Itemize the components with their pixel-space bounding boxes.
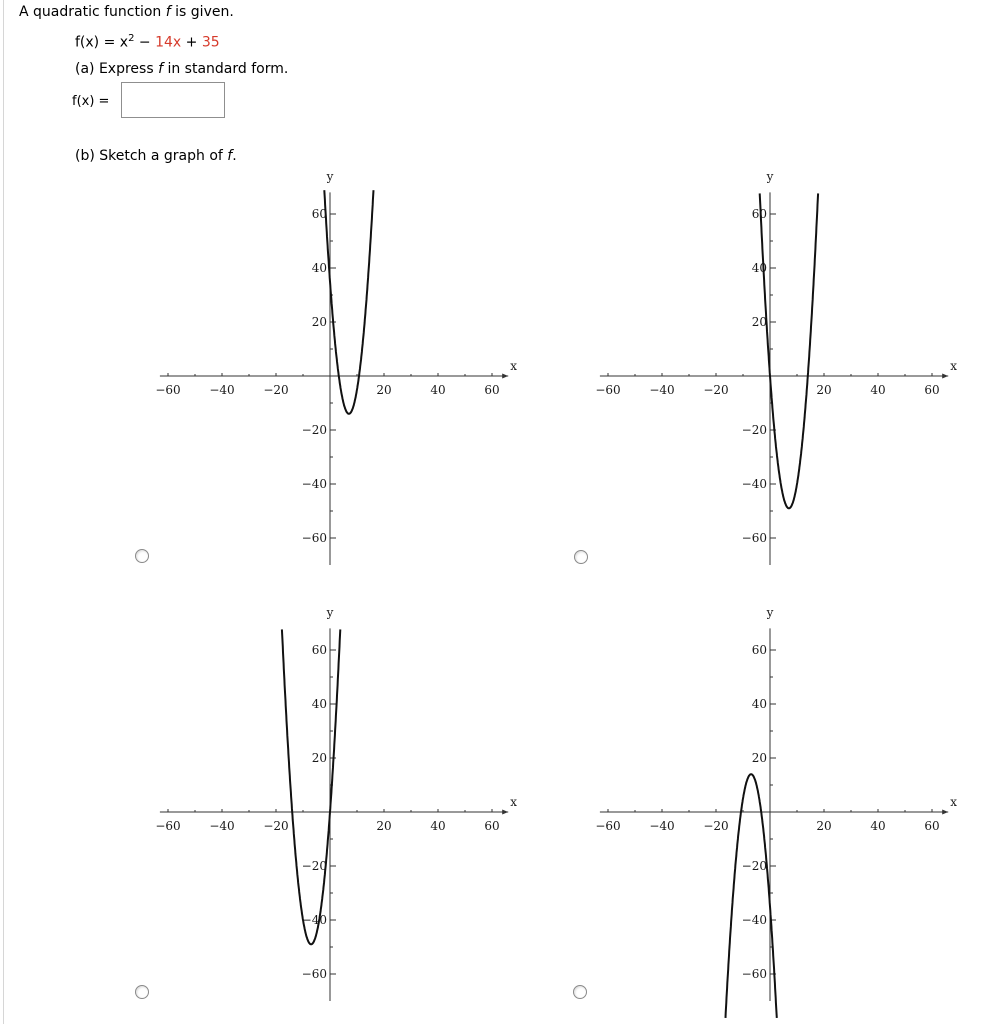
x-tick-label: −40	[209, 383, 235, 397]
x-tick-label: 40	[870, 383, 886, 397]
parabola-curve	[324, 190, 373, 414]
x-tick-label: 60	[484, 819, 500, 833]
y-tick-label: 20	[751, 315, 767, 329]
coefficient-b: 14	[155, 34, 173, 51]
x-tick-label: 60	[484, 383, 500, 397]
x-axis-arrow	[502, 374, 508, 379]
x-tick-label: 40	[430, 819, 446, 833]
y-tick-label: −20	[741, 859, 767, 873]
y-tick-label: −60	[301, 531, 327, 545]
x-tick-label: −40	[649, 383, 675, 397]
x-tick-label: 60	[924, 383, 940, 397]
y-tick-label: 40	[311, 261, 327, 275]
y-tick-label: −60	[741, 967, 767, 981]
x-tick-label: −60	[155, 383, 181, 397]
x-tick-label: 40	[870, 819, 886, 833]
part-a-label: (a) Express f in standard form.	[75, 61, 289, 77]
y-tick-label: −40	[741, 913, 767, 927]
x-axis-arrow	[942, 810, 948, 815]
x-tick-label: 60	[924, 819, 940, 833]
x-axis-label: x	[950, 795, 957, 809]
x-axis-label: x	[950, 359, 957, 373]
y-tick-label: −20	[301, 423, 327, 437]
y-axis-label: y	[326, 605, 334, 620]
x-tick-label: 20	[376, 819, 392, 833]
x-tick-label: −60	[595, 383, 621, 397]
y-tick-label: 20	[751, 751, 767, 765]
function-definition: $f(x) = x^2 - 14x + 35$	[75, 33, 220, 51]
graph-option-3	[140, 604, 535, 1024]
constant-c: 35	[201, 34, 220, 51]
part-b-label: (b) Sketch a graph of f.	[75, 148, 237, 164]
x-axis-arrow	[942, 374, 948, 379]
question-intro: A quadratic function f is given.	[19, 4, 234, 20]
x-tick-label: −60	[155, 819, 181, 833]
y-tick-label: −60	[301, 967, 327, 981]
x-tick-label: 20	[376, 383, 392, 397]
graph-option-2	[580, 168, 975, 608]
x-axis-label: x	[510, 795, 517, 809]
y-tick-label: −20	[741, 423, 767, 437]
x-tick-label: −20	[703, 819, 729, 833]
graph-option-1	[140, 168, 535, 608]
y-tick-label: 60	[311, 643, 327, 657]
x-tick-label: 20	[816, 819, 832, 833]
x-tick-label: −20	[703, 383, 729, 397]
y-tick-label: −40	[741, 477, 767, 491]
left-border	[3, 0, 4, 1024]
y-tick-label: −60	[741, 531, 767, 545]
y-tick-label: 20	[311, 751, 327, 765]
y-tick-label: 60	[311, 207, 327, 221]
x-tick-label: −40	[209, 819, 235, 833]
y-tick-label: 40	[751, 261, 767, 275]
x-tick-label: −20	[263, 383, 289, 397]
x-tick-label: 20	[816, 383, 832, 397]
answer-label: f(x) =	[72, 94, 110, 109]
y-tick-label: 40	[751, 697, 767, 711]
y-axis-label: y	[766, 169, 774, 184]
x-axis-label: x	[510, 359, 517, 373]
y-tick-label: −40	[301, 913, 327, 927]
x-tick-label: −20	[263, 819, 289, 833]
y-tick-label: 40	[311, 697, 327, 711]
y-tick-label: −40	[301, 477, 327, 491]
x-tick-label: −60	[595, 819, 621, 833]
standard-form-answer-input[interactable]	[121, 82, 225, 118]
y-tick-label: 60	[751, 643, 767, 657]
x-tick-label: 40	[430, 383, 446, 397]
graph-option-4	[580, 604, 975, 1024]
x-tick-label: −40	[649, 819, 675, 833]
y-axis-label: y	[326, 169, 334, 184]
x-axis-arrow	[502, 810, 508, 815]
parabola-curve	[760, 193, 818, 508]
y-tick-label: −20	[301, 859, 327, 873]
y-axis-label: y	[766, 605, 774, 620]
parabola-curve	[726, 774, 777, 1018]
y-tick-label: 60	[751, 207, 767, 221]
y-tick-label: 20	[311, 315, 327, 329]
